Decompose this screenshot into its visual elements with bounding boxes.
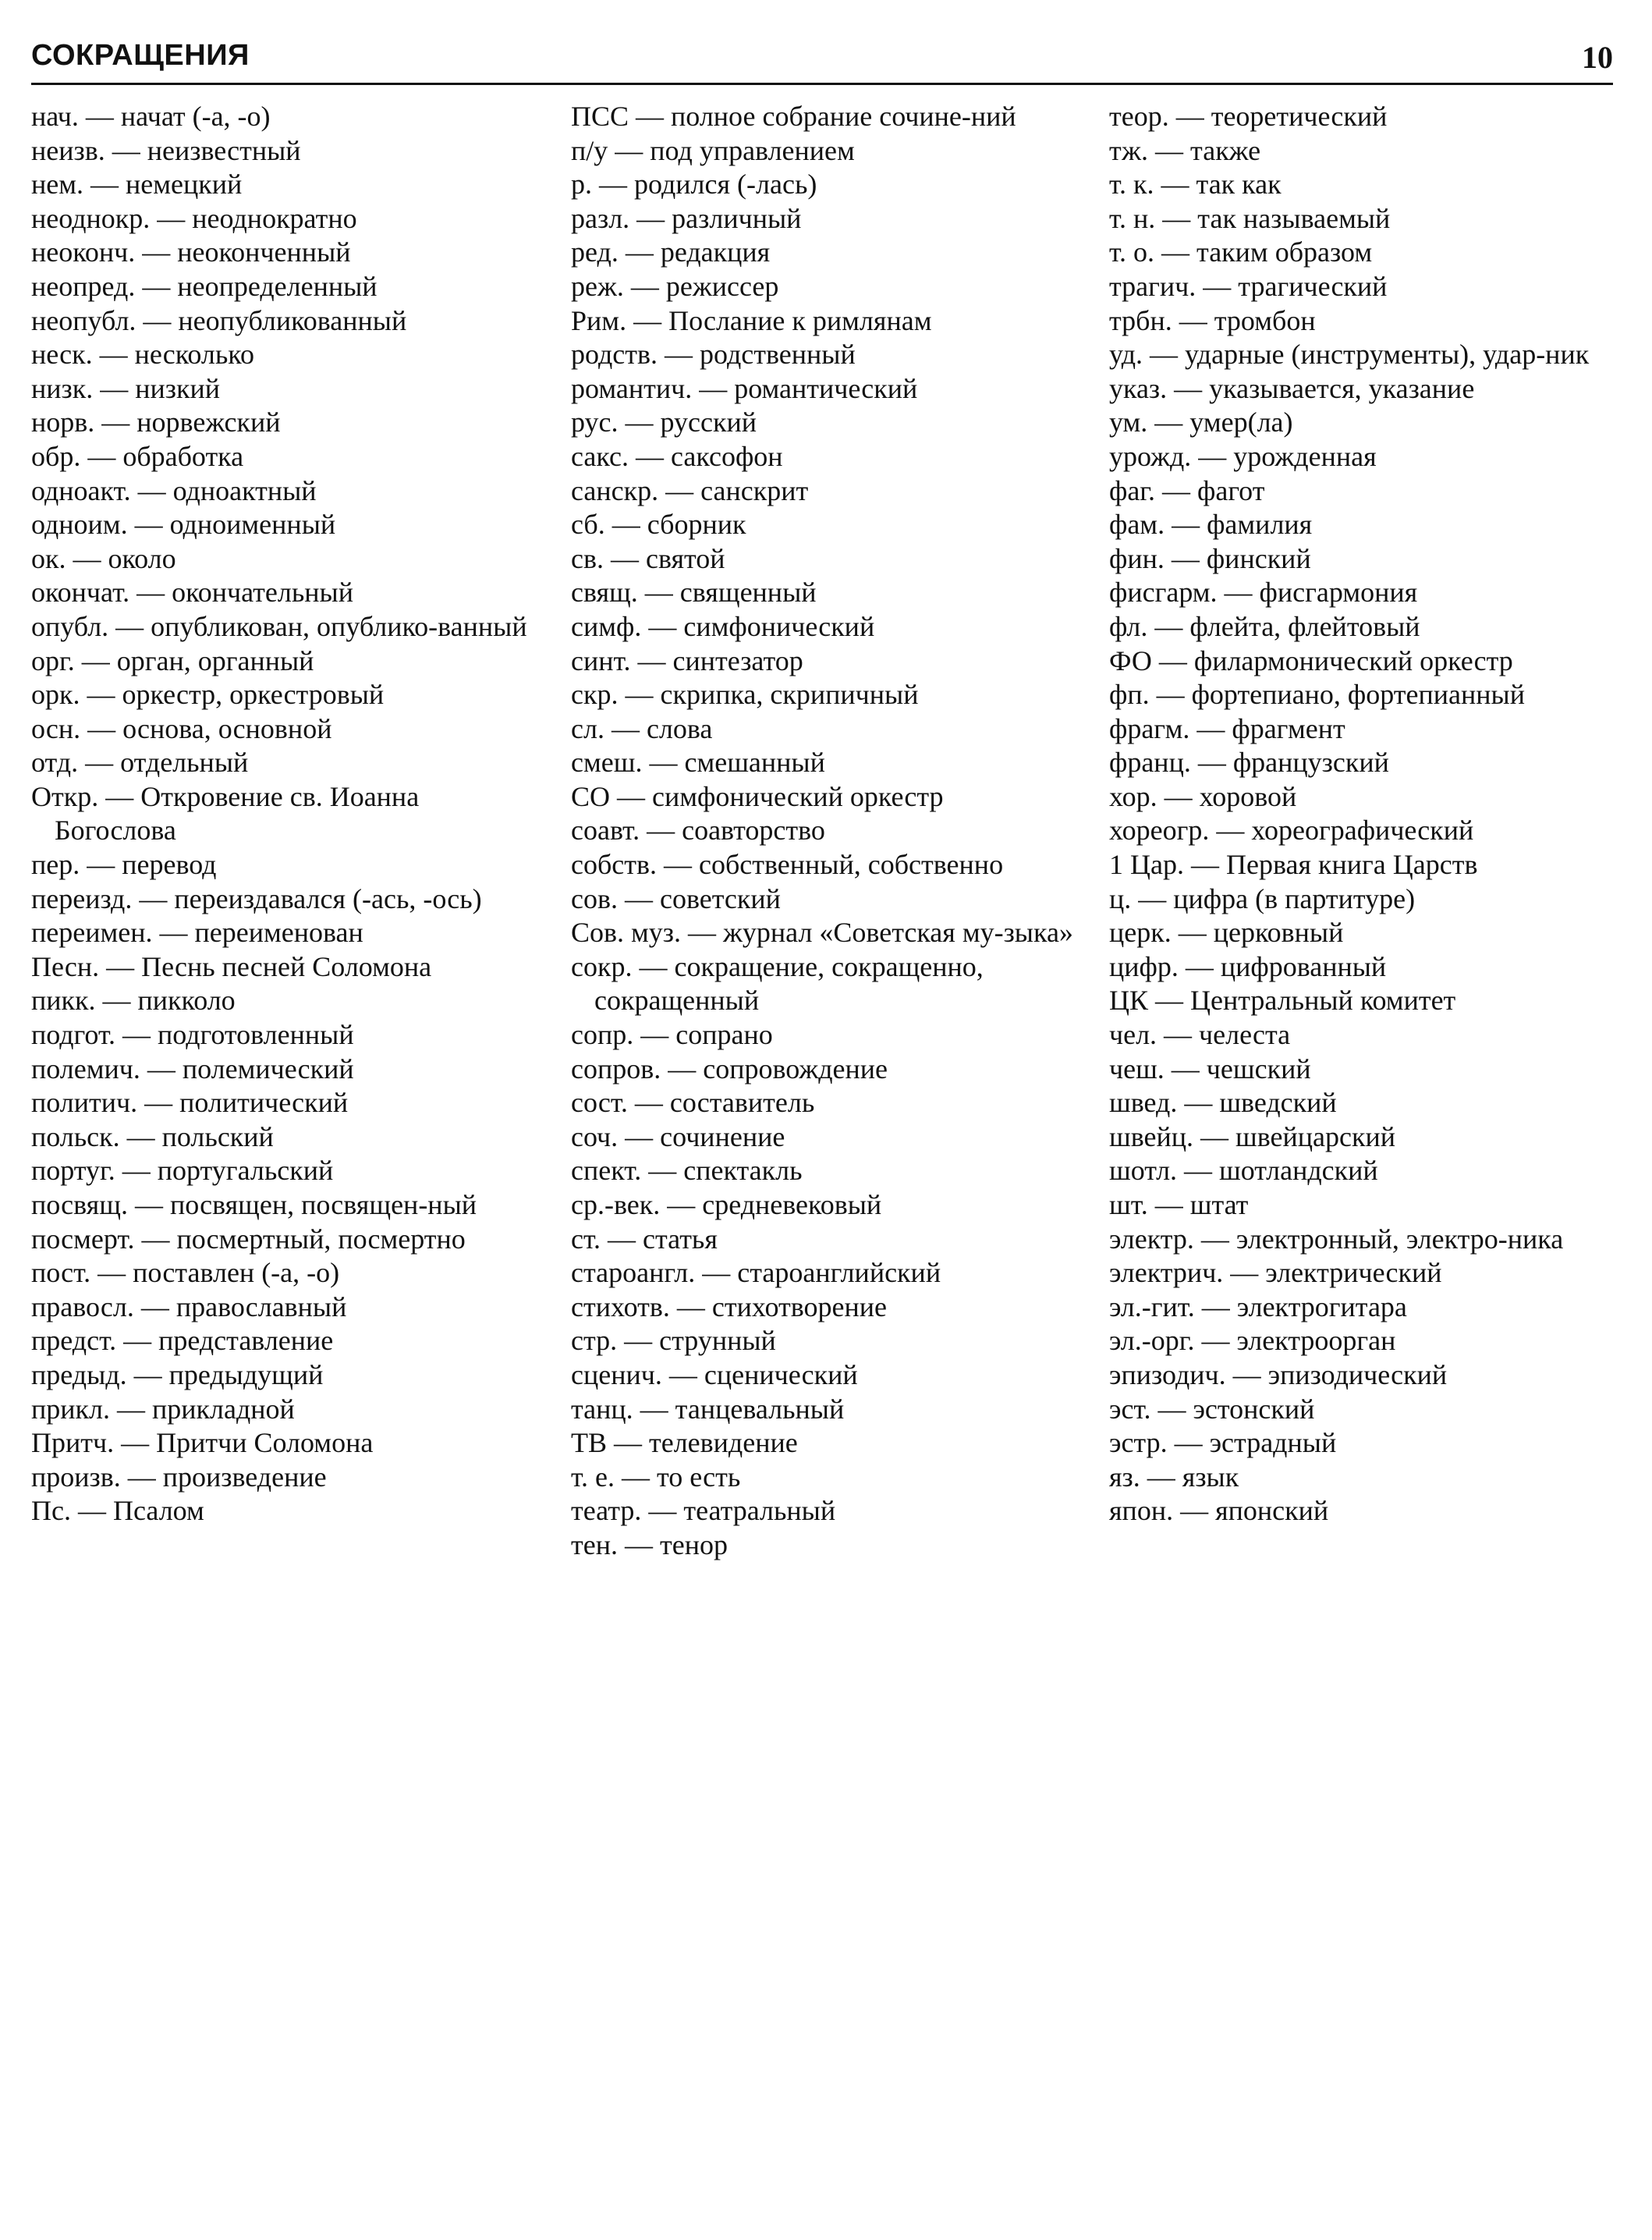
abbreviation-entry: ред. — редакция [571, 236, 771, 268]
abbreviation-entry: ср.-век. — средневековый [571, 1189, 882, 1220]
abbreviation-entry: шт. — штат [1109, 1189, 1249, 1220]
abbreviation-entry: неск. — несколько [31, 339, 254, 371]
abbreviation-entry: тж. — также [1109, 134, 1261, 166]
abbreviation-entry: прикл. — прикладной [31, 1393, 295, 1425]
abbreviation-entry: полемич. — полемический [31, 1053, 354, 1085]
abbreviation-entry: собств. — собственный, собственно [571, 849, 1004, 881]
abbreviation-entry: фл. — флейта, флейтовый [1109, 610, 1420, 642]
abbreviation-entry: фам. — фамилия [1109, 509, 1313, 541]
abbreviation-entry: эстр. — эстрадный [1109, 1427, 1337, 1459]
abbreviation-entry: Притч. — Притчи Соломона [31, 1427, 374, 1459]
abbreviation-entry: швейц. — швейцарский [1109, 1120, 1396, 1152]
abbreviation-entry: Рим. — Послание к римлянам [571, 304, 932, 336]
abbreviation-entry: староангл. — староанглийский [571, 1257, 941, 1289]
abbreviation-entry: т. е. — то есть [571, 1461, 741, 1493]
abbreviation-entry: произв. — произведение [31, 1461, 327, 1493]
abbreviation-entry: португ. — португальский [31, 1155, 334, 1187]
abbreviation-entry: эл.-орг. — электроорган [1109, 1325, 1396, 1357]
abbreviation-entry: сопр. — сопрано [571, 1019, 773, 1051]
abbreviation-entry: переизд. — переиздавался (-ась, -ось) [31, 882, 482, 914]
abbreviation-entry: рус. — русский [571, 406, 757, 438]
abbreviation-entry: пер. — перевод [31, 849, 217, 881]
abbreviation-entry: эл.-гит. — электрогитара [1109, 1290, 1407, 1322]
abbreviation-entry: Сов. муз. — журнал «Советская му-зыка» [571, 917, 1073, 949]
abbreviation-entry: соч. — сочинение [571, 1120, 785, 1152]
abbreviation-entry: орк. — оркестр, оркестровый [31, 679, 385, 711]
abbreviation-entry: фп. — фортепиано, фортепианный [1109, 679, 1525, 711]
abbreviation-entry: ФО — филармонический оркестр [1109, 644, 1513, 676]
abbreviation-entry: электр. — электронный, электро-ника [1109, 1223, 1564, 1255]
abbreviation-entry: Откр. — Откровение св. Иоанна Богослова [31, 780, 420, 847]
page-header [31, 34, 1613, 85]
abbreviation-entry: Пс. — Псалом [31, 1495, 204, 1527]
abbreviation-entry: орг. — орган, органный [31, 644, 314, 676]
abbreviation-entry: стр. — струнный [571, 1325, 776, 1357]
abbreviation-entry: опубл. — опубликован, опублико-ванный [31, 610, 527, 642]
page-number: 10 [1582, 40, 1613, 75]
abbreviation-entry: сокр. — сокращение, сокращенно, сокращенный [571, 950, 984, 1017]
abbreviation-entry: танц. — танцевальный [571, 1393, 845, 1425]
abbreviation-entry: осн. — основа, основной [31, 712, 332, 744]
abbreviations-column-1 [31, 100, 546, 1528]
abbreviation-entry: одноакт. — одноактный [31, 474, 317, 506]
abbreviation-entry: эст. — эстонский [1109, 1393, 1315, 1425]
abbreviation-entry: романтич. — романтический [571, 372, 918, 404]
abbreviation-entry: фаг. — фагот [1109, 474, 1265, 506]
abbreviation-entry: нач. — начат (-а, -о) [31, 101, 271, 132]
abbreviation-entry: цифр. — цифрованный [1109, 950, 1387, 982]
abbreviation-entry: урожд. — урожденная [1109, 440, 1377, 472]
abbreviation-entry: франц. — французский [1109, 747, 1389, 779]
abbreviation-entry: предст. — представление [31, 1325, 334, 1357]
abbreviation-entry: чеш. — чешский [1109, 1053, 1311, 1085]
abbreviation-entry: польск. — польский [31, 1120, 274, 1152]
abbreviation-entry: св. — святой [571, 542, 725, 574]
abbreviation-entry: яз. — язык [1109, 1461, 1239, 1493]
abbreviation-entry: сопров. — сопровождение [571, 1053, 888, 1085]
abbreviation-entry: обр. — обработка [31, 440, 244, 472]
abbreviation-entry: указ. — указывается, указание [1109, 372, 1475, 404]
abbreviation-entry: неоконч. — неоконченный [31, 236, 351, 268]
abbreviation-entry: норв. — норвежский [31, 406, 281, 438]
abbreviation-entry: уд. — ударные (инструменты), удар-ник [1109, 339, 1590, 371]
abbreviation-entry: швед. — шведский [1109, 1087, 1337, 1119]
abbreviation-entry: сб. — сборник [571, 509, 746, 541]
abbreviation-entry: неопубл. — неопубликованный [31, 304, 407, 336]
abbreviation-entry: подгот. — подготовленный [31, 1019, 354, 1051]
abbreviation-entry: окончат. — окончательный [31, 577, 353, 609]
abbreviation-entry: р. — родился (-лась) [571, 169, 817, 201]
abbreviation-entry: свящ. — священный [571, 577, 817, 609]
abbreviation-entry: театр. — театральный [571, 1495, 836, 1527]
abbreviation-entry: низк. — низкий [31, 372, 221, 404]
abbreviation-entry: стихотв. — стихотворение [571, 1290, 887, 1322]
abbreviation-entry: синт. — синтезатор [571, 644, 803, 676]
abbreviation-entry: п/у — под управлением [571, 134, 855, 166]
section-title: СОКРАЩЕНИЯ [31, 39, 250, 72]
abbreviation-entry: шотл. — шотландский [1109, 1155, 1378, 1187]
abbreviation-entry: ц. — цифра (в партитуре) [1109, 882, 1416, 914]
abbreviation-entry: политич. — политический [31, 1087, 349, 1119]
abbreviation-entry: т. к. — так как [1109, 169, 1282, 201]
abbreviation-entry: фин. — финский [1109, 542, 1311, 574]
abbreviation-entry: спект. — спектакль [571, 1155, 803, 1187]
abbreviation-entry: теор. — теоретический [1109, 101, 1388, 132]
abbreviation-entry: предыд. — предыдущий [31, 1358, 324, 1390]
abbreviation-entry: правосл. — православный [31, 1290, 347, 1322]
abbreviation-entry: реж. — режиссер [571, 270, 779, 302]
abbreviation-entry: т. о. — таким образом [1109, 236, 1373, 268]
abbreviation-entry: санскр. — санскрит [571, 474, 809, 506]
abbreviation-entry: симф. — симфонический [571, 610, 875, 642]
abbreviation-entry: электрич. — электрический [1109, 1257, 1442, 1289]
abbreviation-entry: пикк. — пикколо [31, 985, 236, 1017]
abbreviations-column-3 [1109, 100, 1624, 1528]
abbreviation-entry: япон. — японский [1109, 1495, 1329, 1527]
abbreviation-entry: сценич. — сценический [571, 1358, 858, 1390]
abbreviation-entry: церк. — церковный [1109, 917, 1344, 949]
abbreviation-entry: посмерт. — посмертный, посмертно [31, 1223, 466, 1255]
abbreviation-entry: ум. — умер(ла) [1109, 406, 1293, 438]
abbreviation-entry: одноим. — одноименный [31, 509, 336, 541]
abbreviation-entry: сакс. — саксофон [571, 440, 783, 472]
abbreviation-entry: разл. — различный [571, 202, 802, 234]
abbreviation-entry: переимен. — переименован [31, 917, 363, 949]
abbreviation-entry: ст. — статья [571, 1223, 718, 1255]
abbreviation-entry: трбн. — тромбон [1109, 304, 1316, 336]
abbreviation-entry: фрагм. — фрагмент [1109, 712, 1345, 744]
abbreviation-entry: т. н. — так называемый [1109, 202, 1391, 234]
abbreviation-entry: неоднокр. — неоднократно [31, 202, 357, 234]
abbreviation-entry: неопред. — неопределенный [31, 270, 378, 302]
abbreviation-entry: отд. — отдельный [31, 747, 249, 779]
abbreviation-entry: ЦК — Центральный комитет [1109, 985, 1456, 1017]
abbreviation-entry: 1 Цар. — Первая книга Царств [1109, 849, 1478, 881]
abbreviation-entry: хореогр. — хореографический [1109, 815, 1474, 847]
abbreviation-entry: фисгарм. — фисгармония [1109, 577, 1418, 609]
abbreviation-entry: смеш. — смешанный [571, 747, 825, 779]
abbreviation-entry: скр. — скрипка, скрипичный [571, 679, 919, 711]
abbreviation-entry: неизв. — неизвестный [31, 134, 301, 166]
abbreviation-entry: нем. — немецкий [31, 169, 243, 201]
abbreviations-column-2 [571, 100, 1086, 1563]
abbreviation-entry: ок. — около [31, 542, 176, 574]
abbreviation-entry: ТВ — телевидение [571, 1427, 798, 1459]
abbreviation-entry: сост. — составитель [571, 1087, 815, 1119]
abbreviation-entry: Песн. — Песнь песней Соломона [31, 950, 432, 982]
abbreviation-entry: трагич. — трагический [1109, 270, 1388, 302]
abbreviation-entry: хор. — хоровой [1109, 780, 1297, 812]
abbreviation-entry: пост. — поставлен (-а, -о) [31, 1257, 340, 1289]
abbreviation-entry: посвящ. — посвящен, посвящен-ный [31, 1189, 477, 1220]
abbreviation-entry: СО — симфонический оркестр [571, 780, 944, 812]
abbreviation-entry: соавт. — соавторство [571, 815, 825, 847]
abbreviation-entry: эпизодич. — эпизодический [1109, 1358, 1448, 1390]
abbreviation-entry: сл. — слова [571, 712, 713, 744]
abbreviation-entry: чел. — челеста [1109, 1019, 1291, 1051]
abbreviation-entry: сов. — советский [571, 882, 781, 914]
abbreviation-entry: родств. — родственный [571, 339, 856, 371]
abbreviation-entry: ПСС — полное собрание сочине-ний [571, 101, 1016, 132]
abbreviation-entry: тен. — тенор [571, 1528, 728, 1560]
